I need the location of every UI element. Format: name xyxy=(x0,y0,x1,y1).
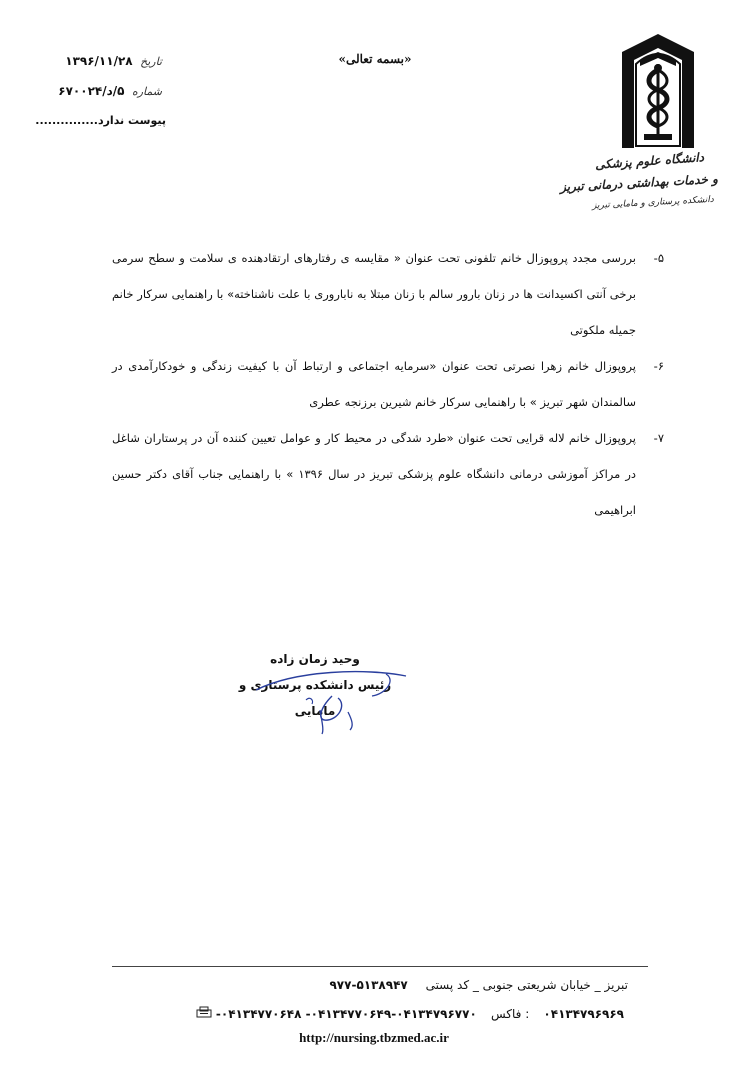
footer-contact xyxy=(196,1006,624,1021)
item-number: ۶- xyxy=(653,359,664,373)
postal-code: ۵۱۳۸۹۴۷-۹۷۷ xyxy=(329,978,408,992)
item-number: ۷- xyxy=(653,431,664,445)
footer-divider xyxy=(112,966,648,967)
agenda-list xyxy=(112,240,664,528)
logo-services-name: و خدمات بهداشتی درمانی تبریز xyxy=(559,171,719,195)
footer-address xyxy=(329,978,628,992)
emblem-icon xyxy=(618,30,698,150)
address-text: تبریز _ خیابان شریعتی جنوبی _ کد پستی xyxy=(425,978,628,992)
number-value: ۵/د/۶۷۰۰۲۴ xyxy=(58,84,125,98)
logo-university-name: دانشگاه علوم پزشکی xyxy=(594,150,705,172)
fax-label: : فاکس xyxy=(490,1007,530,1021)
date-label: تاریخ xyxy=(140,55,162,68)
university-logo xyxy=(559,30,719,212)
list-item xyxy=(112,420,664,528)
date-value: ۱۳۹۶/۱۱/۲۸ xyxy=(65,54,133,68)
fax-numbers: ۰۴۱۳۴۷۹۶۷۷۰-۰۴۱۳۴۷۷۰۶۴۹- ۰۴۱۳۴۷۷۰۶۴۸- xyxy=(215,1007,477,1021)
logo-faculty-name: دانشکده پرستاری و مامایی تبریز xyxy=(591,194,715,212)
website-url: http://nursing.tbzmed.ac.ir xyxy=(299,1030,449,1045)
list-item xyxy=(112,348,664,420)
signatory-title: رئیس دانشکده پرستاری و مامایی xyxy=(238,678,392,718)
date-field xyxy=(65,54,162,68)
basmala-heading: «بسمه تعالی» xyxy=(338,52,412,66)
item-text: پروپوزال خانم لاله قرایی تحت عنوان «طرد شدگی در محیط کار و عوامل تعیین کننده آن در پرستاران شاغل در مراکز آموزشی درمانی دانشگاه علوم پزشکی تبریز در سال ۱۳۹۶ » با راهنمایی جناب آقای دکتر حسین ابراهیمی xyxy=(112,431,636,517)
number-field xyxy=(58,84,162,98)
fax-icon xyxy=(196,1006,212,1021)
signatory-name: وحید زمان زاده xyxy=(270,652,360,666)
phone-number: ۰۴۱۳۴۷۹۶۹۶۹ xyxy=(543,1007,624,1021)
number-label: شماره xyxy=(131,85,162,98)
item-text: بررسی مجدد پروپوزال خانم تلفونی تحت عنوان « مقایسه ی رفتارهای ارتقادهنده ی سلامت و سطح سرمی برخی آنتی اکسیدانت ها در زنان بارور سالم با زنان مبتلا به ناباروری با علت ناشناخته» با راهنمایی سرکار خانم جمیله ملکوتی xyxy=(112,251,636,337)
handwritten-signature xyxy=(236,660,416,740)
item-text: پروپوزال خانم زهرا نصرتی تحت عنوان «سرمایه اجتماعی و ارتباط آن با کیفیت زندگی و خودکارآمدی در سالمندان شهر تبریز » با راهنمایی سرکار خانم شیرین برزنجه عطری xyxy=(112,359,636,409)
item-number: ۵- xyxy=(653,251,664,265)
list-item xyxy=(112,240,664,348)
attachment-field: پیوست ندارد............... xyxy=(35,114,166,127)
